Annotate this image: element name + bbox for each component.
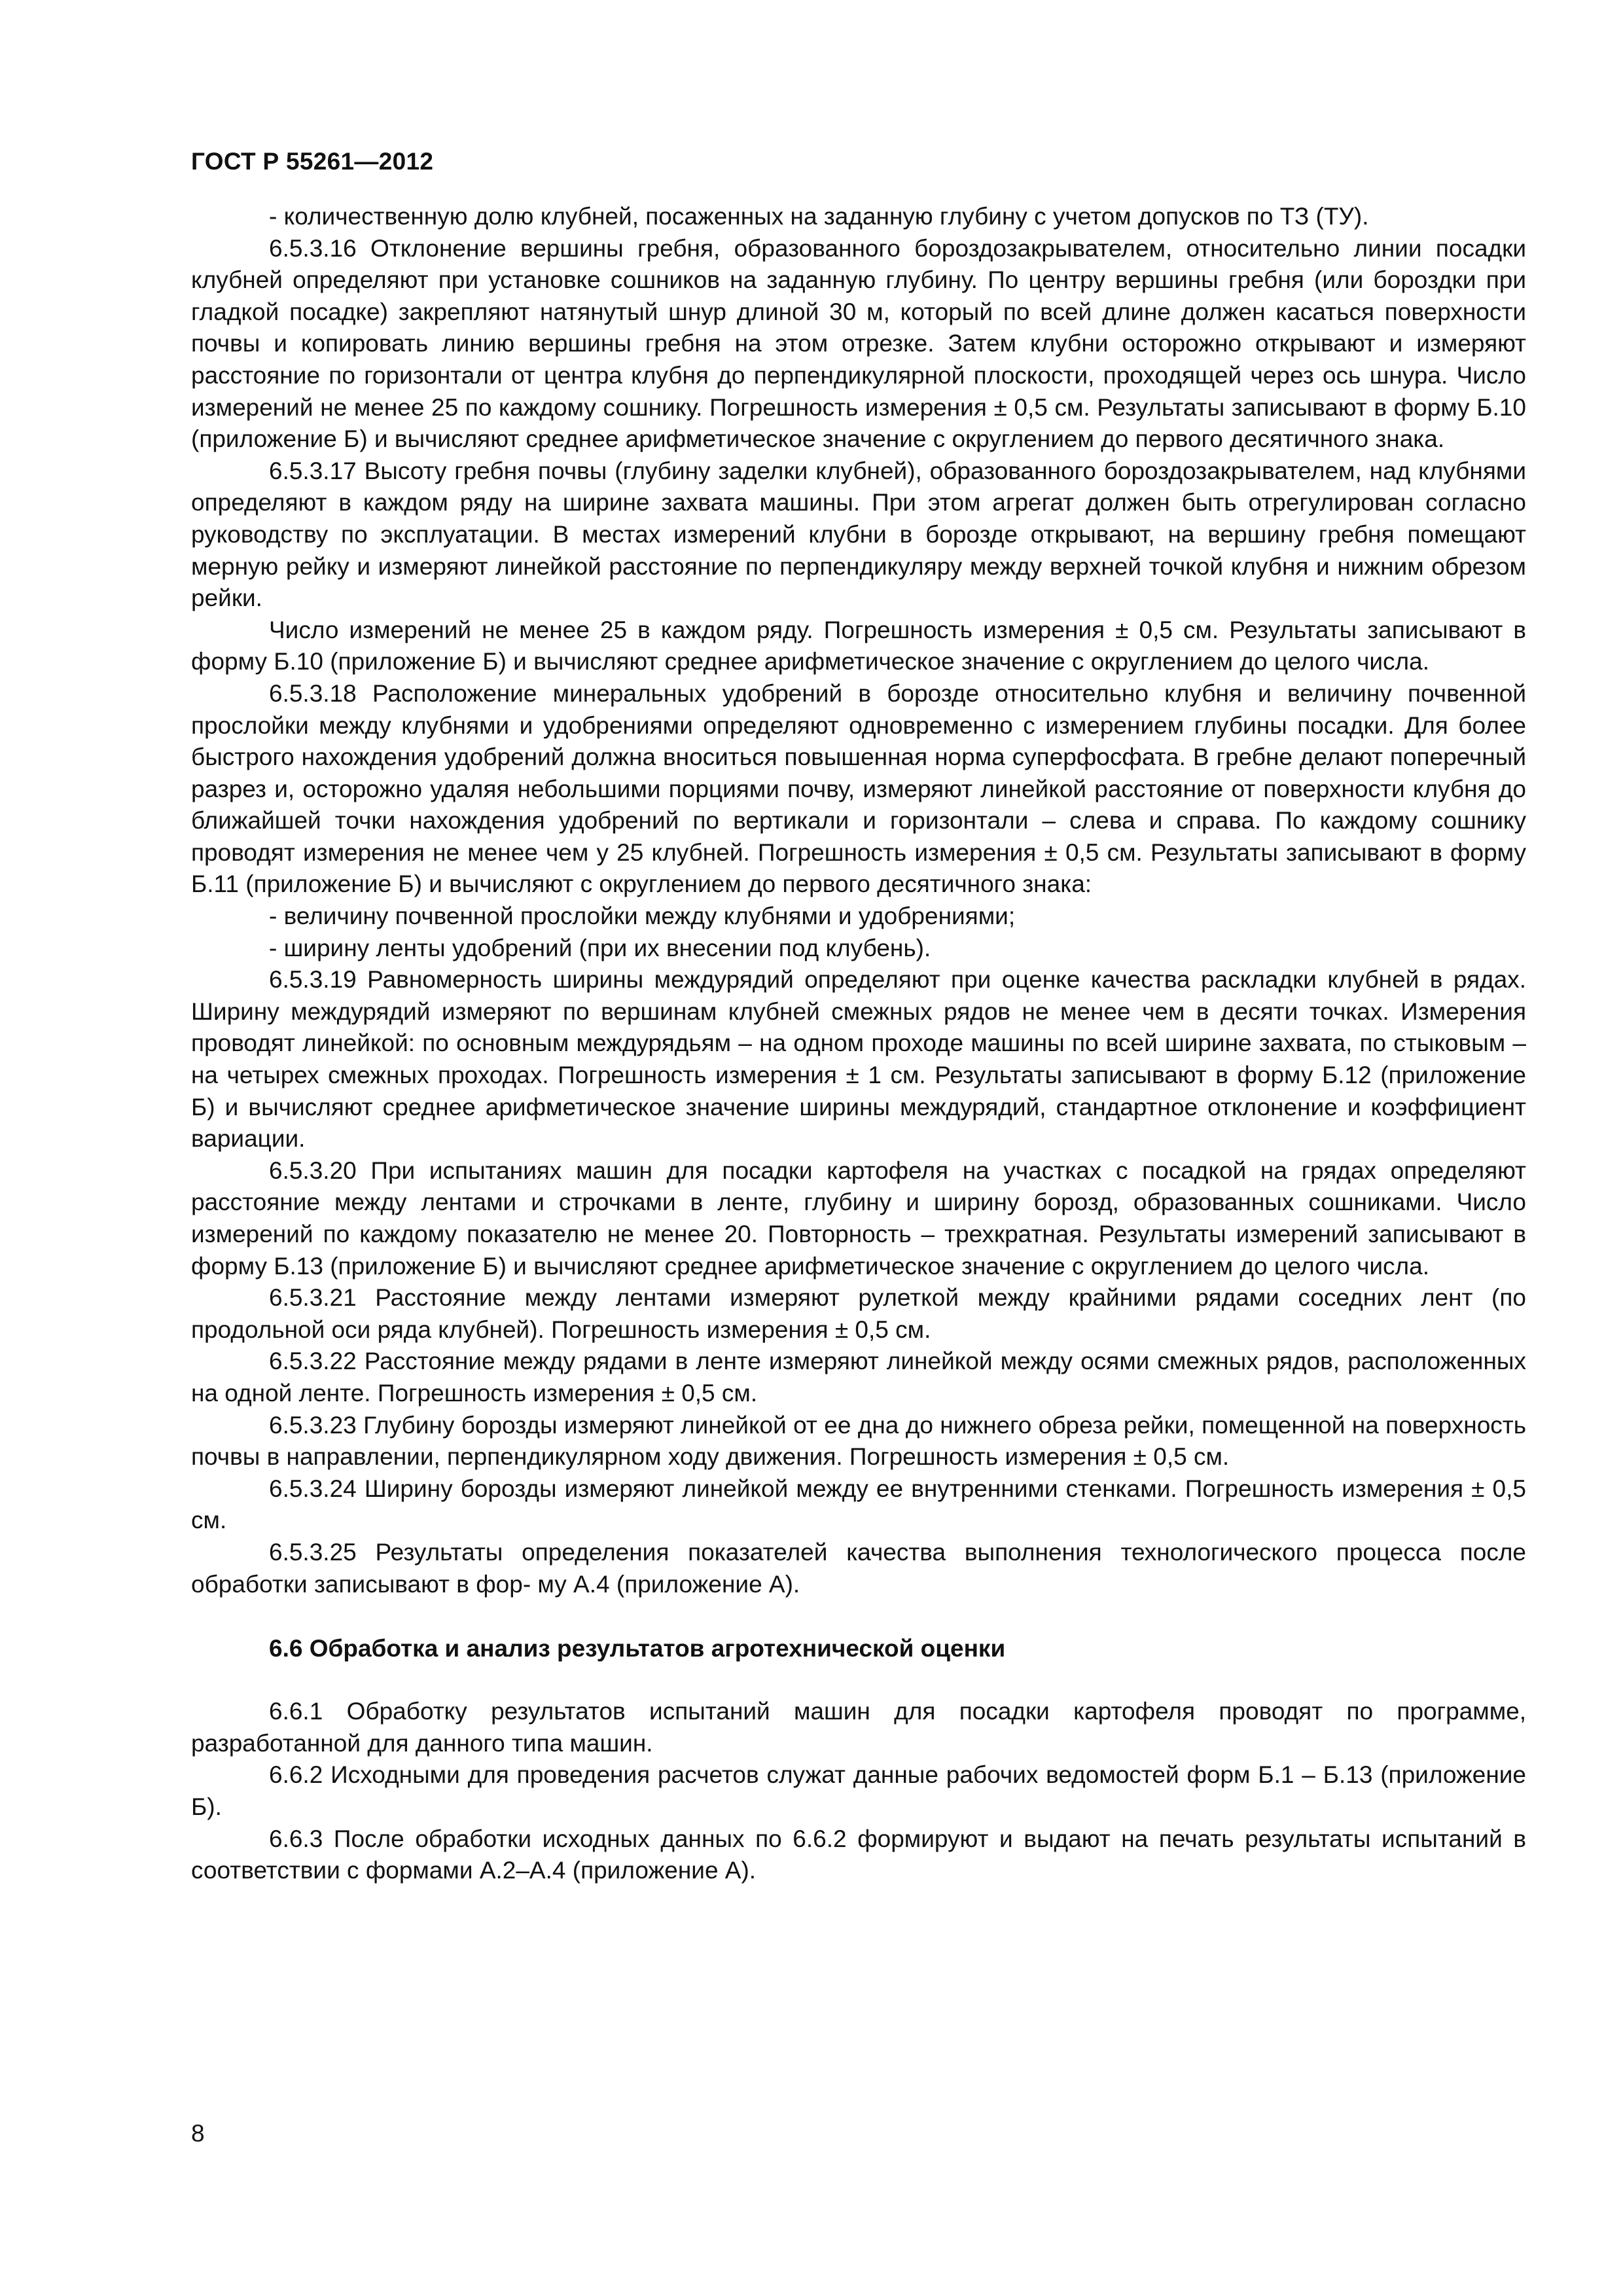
document-code-header: ГОСТ Р 55261—2012 bbox=[191, 148, 434, 175]
paragraph-6-5-3-19: 6.5.3.19 Равномерность ширины междурядий определяют при оценке качества раскладки клубней в рядах. Ширину междурядий измеряют по вершинам клубней смежных рядов не менее чем в десяти точках. Измерения проводят линейкой: по основным междурядьям – на одном проходе машины по всей ширине захвата, по стыковым – на четырех смежных проходах. Погрешность измерения ± 1 см. Результаты записывают в форму Б.12 (приложение Б) и вычисляют среднее арифметическое значение ширины междурядий, стандартное отклонение и коэффициент вариации. bbox=[191, 966, 1526, 1153]
list-item-fertilizer-width: - ширину ленты удобрений (при их внесении под клубень). bbox=[269, 934, 931, 961]
paragraph-6-5-3-21: 6.5.3.21 Расстояние между лентами измеряют рулеткой между крайними рядами соседних лент (по продольной оси ряда клубней). Погрешность измерения ± 0,5 см. bbox=[191, 1284, 1526, 1343]
paragraph-6-5-3-24: 6.5.3.24 Ширину борозды измеряют линейкой между ее внутренними стенками. Погрешность измерения ± 0,5 см. bbox=[191, 1475, 1526, 1534]
paragraph-6-5-3-25: 6.5.3.25 Результаты определения показателей качества выполнения технологического процесса после обработки записывают в фор- му А.4 (приложение А). bbox=[191, 1538, 1526, 1598]
paragraph-6-5-3-16: 6.5.3.16 Отклонение вершины гребня, образованного бороздозакрывателем, относительно линии посадки клубней определяют при установке сошников на заданную глубину. По центру вершины гребня (или бороздки при гладкой посадке) закрепляют натянутый шнур длиной 30 м, который по всей длине должен касаться поверхности почвы и копировать линию вершины гребня на этом отрезке. Затем клубни осторожно открывают и измеряют расстояние по горизонтали от центра клубня до перпендикулярной плоскости, проходящей через ось шнура. Число измерений не менее 25 по каждому сошнику. Погрешность измерения ± 0,5 см. Результаты записывают в форму Б.10 (приложение Б) и вычисляют среднее арифметическое значение с округлением до первого десятичного знака. bbox=[191, 234, 1526, 453]
paragraph-6-5-3-22: 6.5.3.22 Расстояние между рядами в ленте измеряют линейкой между осями смежных рядов, расположенных на одной ленте. Погрешность измерения ± 0,5 см. bbox=[191, 1348, 1526, 1407]
paragraph-6-5-3-20: 6.5.3.20 При испытаниях машин для посадки картофеля на участках с посадкой на грядах определяют расстояние между лентами и строчками в ленте, глубину и ширину борозд, образованных сошниками. Число измерений по каждому показателю не менее 20. Повторность – трехкратная. Результаты измерений записывают в форму Б.13 (приложение Б) и вычисляют среднее арифметическое значение с округлением до целого числа. bbox=[191, 1157, 1526, 1280]
list-item-soil-layer: - величину почвенной прослойки между клубнями и удобрениями; bbox=[269, 903, 1016, 930]
paragraph-6-6-2: 6.6.2 Исходными для проведения расчетов служат данные рабочих ведомостей форм Б.1 – Б.13 (приложение Б). bbox=[191, 1761, 1526, 1820]
paragraph-6-6-3: 6.6.3 После обработки исходных данных по 6.6.2 формируют и выдают на печать результаты испытаний в соответствии с формами А.2–А.4 (приложение А). bbox=[191, 1825, 1526, 1884]
paragraph-6-6-1: 6.6.1 Обработку результатов испытаний машин для посадки картофеля проводят по программе, разработанной для данного типа машин. bbox=[191, 1698, 1526, 1757]
paragraph-6-5-3-18: 6.5.3.18 Расположение минеральных удобрений в борозде относительно клубня и величину почвенной прослойки между клубнями и удобрениями определяют одновременно с измерением глубины посадки. Для более быстрого нахождения удобрений должна вноситься повышенная норма суперфосфата. В гребне делают поперечный разрез и, осторожно удаляя небольшими порциями почву, измеряют линейкой расстояние от поверхности клубня до ближайшей точки нахождения удобрений по вертикали и горизонтали – слева и справа. По каждому сошнику проводят измерения не менее чем у 25 клубней. Погрешность измерения ± 0,5 см. Результаты записывают в форму Б.11 (приложение Б) и вычисляют с округлением до первого десятичного знака: bbox=[191, 679, 1526, 898]
paragraph-6-5-3-23: 6.5.3.23 Глубину борозды измеряют линейкой от ее дна до нижнего обреза рейки, помещенной на поверхность почвы в направлении, перпендикулярном ходу движения. Погрешность измерения ± 0,5 см. bbox=[191, 1411, 1526, 1471]
document-page bbox=[191, 147, 1526, 1887]
page-number: 8 bbox=[191, 2120, 205, 2147]
paragraph-6-5-3-17: 6.5.3.17 Высоту гребня почвы (глубину заделки клубней), образованного бороздозакрывателем, над клубнями определяют в каждом ряду на ширине захвата машины. При этом агрегат должен быть отрегулирован согласно руководству по эксплуатации. В местах измерений клубни в борозде открывают, на вершину гребня помещают мерную рейку и измеряют линейкой расстояние по перпендикуляру между верхней точкой клубня и нижним обрезом рейки. bbox=[191, 457, 1526, 612]
section-heading-6-6: 6.6 Обработка и анализ результатов агротехнической оценки bbox=[269, 1635, 1006, 1662]
body-text bbox=[191, 201, 1526, 1887]
paragraph-list-item-quantity: - количественную долю клубней, посаженных на заданную глубину с учетом допусков по ТЗ (ТУ). bbox=[269, 203, 1369, 230]
paragraph-measurement-count: Число измерений не менее 25 в каждом ряду. Погрешность измерения ± 0,5 см. Результаты записывают в форму Б.10 (приложение Б) и вычисляют среднее арифметическое значение с округлением до целого числа. bbox=[191, 616, 1526, 675]
